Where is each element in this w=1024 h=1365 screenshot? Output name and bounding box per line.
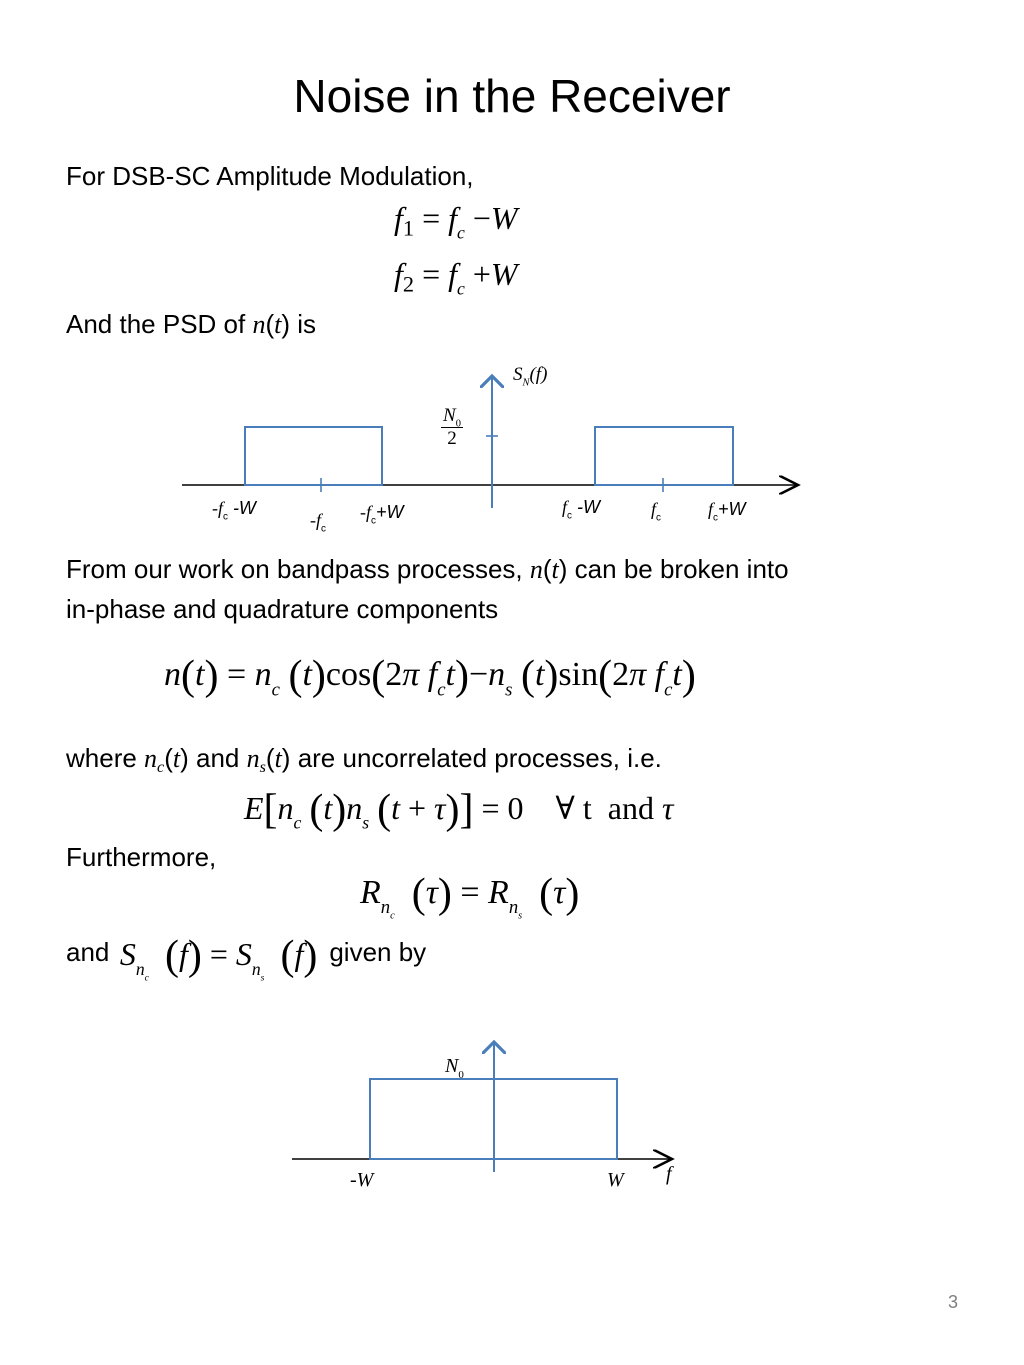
equation-psd-equality: $S_{n_c}$ $(f) = S_{n_s}$ (f) (119, 933, 318, 983)
psd-label-neg-fc-minus-w: $-f_c$ -W (212, 498, 256, 523)
psd-label-pos-fc: $f_c$ (651, 499, 661, 524)
psd-label-pos-fc-plus-w: $f_c+W$ (708, 499, 746, 524)
page-title: Noise in the Receiver (293, 70, 731, 122)
psd-label-neg-fc: $-f_c$ (310, 510, 326, 535)
bandpass-text-line1: From our work on bandpass processes, n(t) can be broken into (66, 554, 789, 584)
equation-autocorrelation: $R_{n_c}$ $(\tau) = R_{n_s}$ (τ) (360, 871, 580, 922)
equation-f2: $f_2 = f_c +W$ (394, 256, 518, 299)
equation-nt-decomposition: $n(t) = n_c$ (t)cos(2π $f_ct)-n_s$ (t)sin(2π $f_ct$) (164, 653, 696, 701)
intro-text: For DSB-SC Amplitude Modulation, (66, 161, 474, 191)
lowpass-label-neg-w: -W (350, 1169, 374, 1191)
lowpass-label-f: f (666, 1163, 672, 1185)
psd-equality-line: and $S_{n_c}$ $(f) = S_{n_s}$ (f) given by (66, 933, 427, 983)
lowpass-label-pos-w: W (607, 1169, 624, 1191)
psd-label-neg-fc-plus-w: $-f_c+W$ (360, 502, 404, 527)
bandpass-text-line2: in-phase and quadrature components (66, 594, 499, 624)
psd-level-fraction: $\frac{N_0}{2}$ (443, 405, 461, 449)
equation-f1: $f_1 = f_c -W$ (394, 200, 518, 243)
psd-axis-label: $S_N(f)$ (513, 364, 548, 389)
psd-intro-text: And the PSD of n(t) is (66, 309, 317, 339)
page-number: 3 (947, 1292, 958, 1312)
lowpass-level-label: $N_0$ (445, 1055, 464, 1082)
psd-label-pos-fc-minus-w: $f_c$ -W (562, 497, 600, 522)
furthermore-text: Furthermore, (66, 842, 217, 872)
equation-expectation: $E[n_c$ $(t)n_s$ (t + τ)] = 0 ∀ t and τ (244, 787, 674, 833)
uncorrelated-text: where $n_c(t)$ and $n_s(t)$ are uncorrelated processes, i.e. (66, 743, 662, 776)
